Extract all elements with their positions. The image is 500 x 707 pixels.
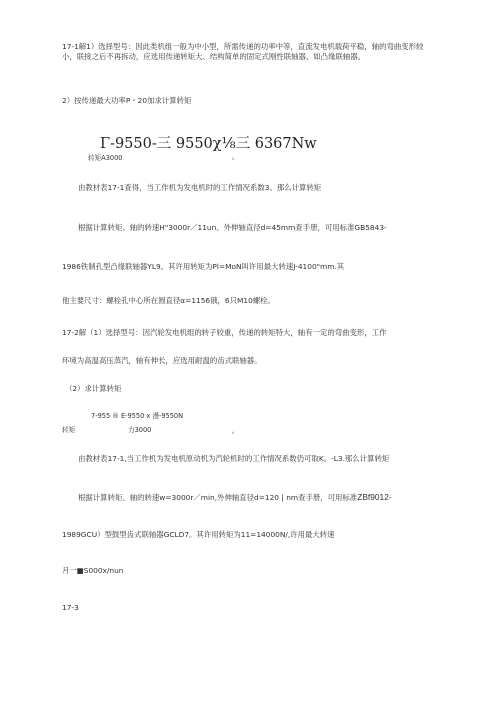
formula-torque-1: Γ-9550-三 9550χ⅛三 6367Nw [100, 136, 317, 152]
paragraph-coupling-gcld7: 1989GCU）型鼓型齿式联轴器GCLD7。其许用转矩为11=14000N/,许用最大转速 [62, 530, 335, 539]
formula-torque-2-label-left: 转矩 [62, 426, 76, 434]
paragraph-17-1-selection: 17-1解1）选择型号：因此类机组一般为中小型，所需传递的功率中等，直流发电机载荷平稳，轴的弯曲变形较小，联接之后不再拆动，应选用传递转矩大、结构简单的固定式刚性联轴器，如凸缘联轴器。 [62, 42, 424, 61]
formula-torque-1-label: 转矩A3000 [88, 154, 123, 162]
standard-code: ZBf9012- [357, 492, 392, 502]
paragraph-coupling-yl9: 1986铁制孔型凸缘联轴器YL9。其许用转矩为Pl=MoN叫许用最大转速J-4100"mm.其 [62, 262, 345, 271]
paragraph-dimensions: 他主要尺寸：螺栓孔中心所在圆直径α=1156俄，6只M10螺栓。 [62, 296, 275, 305]
formula-torque-2-label-mid: 力3000 [128, 426, 152, 434]
paragraph-max-speed: 月一■S000x/nun [62, 566, 124, 575]
paragraph-service-factor: 由教材表17-1查得，当工作机为发电机时的工作情况系数3。那么计算转矩 [78, 183, 322, 192]
paragraph-17-2-selection: 17-2解（1）选择型号：因汽轮发电机组的转子较重，传递的转矩特大，轴有一定的弯曲变形，工作 [62, 328, 387, 337]
paragraph-environment: 环境为高温高压蒸汽，轴有伸长，应选用耐温的齿式联轴器。 [62, 356, 262, 365]
paragraph-select-coupling-2 [78, 492, 392, 503]
formula-torque-2: 7-955 ® E-9550 x 漫-9550N [91, 412, 184, 420]
paragraph-service-factor-2: 由教材表17-1,当工作机为发电机原动机为汽轮机时的工作情况系数仍可取K。-L3.那么计算转矩 [78, 454, 390, 463]
paragraph-calc-heading: （2）求计算转矩 [65, 384, 122, 393]
paragraph-select-coupling: 根据计算转矩、轴的转速H"3000r／11un、外伸轴直径d=45mm查手册，可用标准GB5843- [78, 223, 387, 232]
problem-number-17-3: 17-3 [62, 603, 79, 612]
formula-torque-1-dot: 。 [232, 153, 239, 161]
select-coupling-text: 根据计算转矩、轴的转速w=3000r／min,外伸轴直径d=120 | nm查手册，可用标准 [78, 493, 358, 502]
formula-torque-2-dot: 。 [232, 427, 239, 435]
paragraph-torque-heading: 2）按传递最大功率P・20加求计算转矩 [62, 96, 192, 105]
